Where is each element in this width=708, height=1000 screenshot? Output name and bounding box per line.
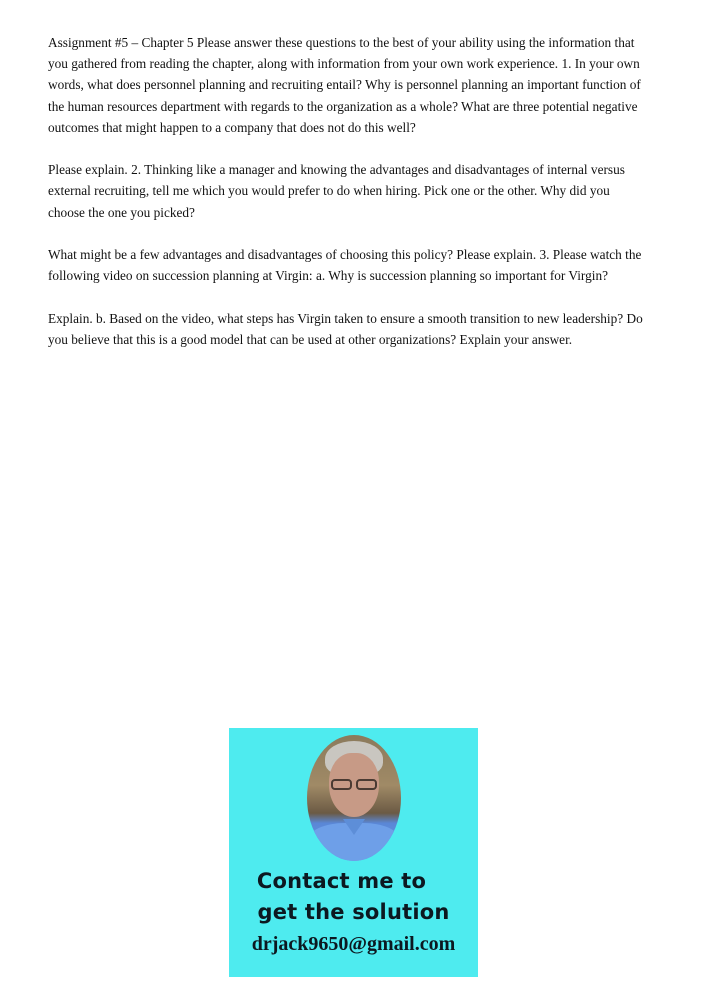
assignment-text xyxy=(48,32,648,371)
contact-promo-banner xyxy=(229,728,478,977)
promo-headline-line1: Contact me to xyxy=(256,869,427,893)
portrait-icon xyxy=(307,735,401,861)
paragraph-q2: Please explain. 2. Thinking like a manager and knowing the advantages and disadvantages of internal versus external recruiting, tell me which you would prefer to do when hiring. Pick one or the other. Why did you choose the one you picked? xyxy=(48,162,625,220)
promo-headline-line2: get the solution xyxy=(257,900,450,924)
contact-email: drjack9650@gmail.com xyxy=(251,933,456,955)
paragraph-q3b: Explain. b. Based on the video, what steps has Virgin taken to ensure a smooth transition to new leadership? Do you believe that this is a good model that can be used at other organizations? Explain your answer. xyxy=(48,310,643,347)
paragraph-q3a: What might be a few advantages and disadvantages of choosing this policy? Please explain. 3. Please watch the following video on succession planning at Virgin: a. Why is succession planning so important for Virgin? xyxy=(48,247,642,284)
paragraph-intro-q1: Assignment #5 – Chapter 5 Please answer these questions to the best of your ability using the information that you gathered from reading the chapter, along with information from your own work experience. 1. In your own words, what does personnel planning and recruiting entail? Why is personnel planning an important function of the human resources department with regards to the organization as a whole? What are three potential negative outcomes that might happen to a company that does not do this well? xyxy=(48,35,641,135)
